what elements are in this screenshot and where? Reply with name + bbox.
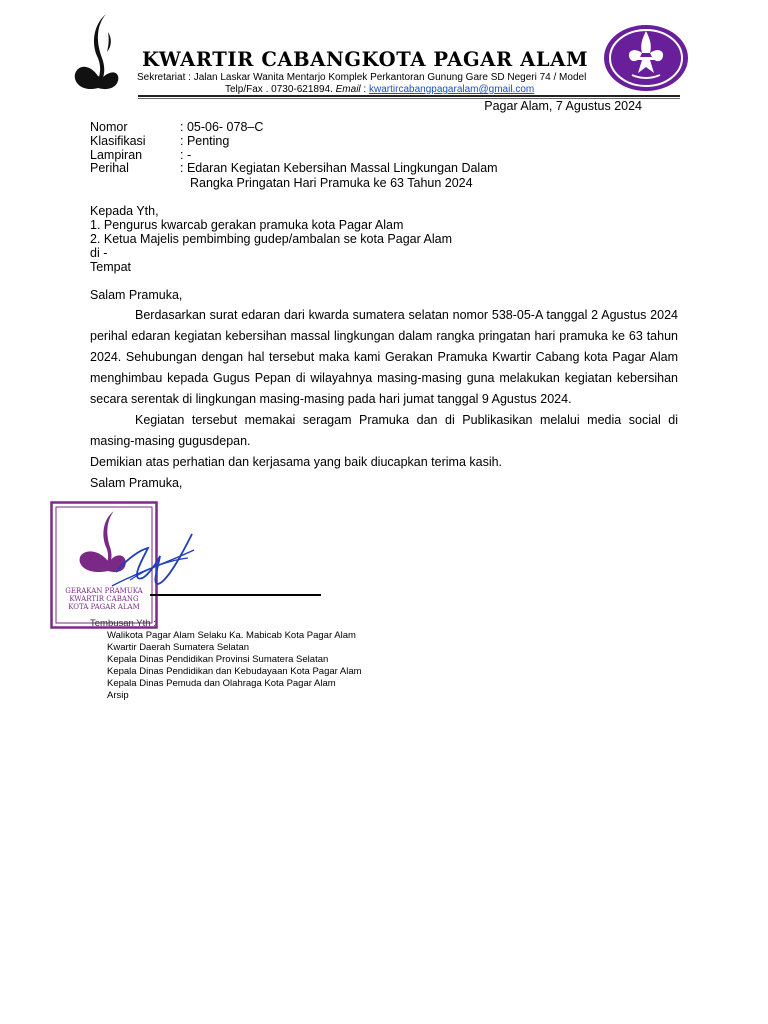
nomor-value: : 05-06- 078–C: [180, 120, 264, 134]
paragraph-1: Berdasarkan surat edaran dari kwarda sumatera selatan nomor 538-05-A tanggal 2 Agustus 2024 perihal edaran kegiatan kebersihan massal lingkungan dalam rangka pringatan hari pramuka ke 63 tahun 2024. Sehubungan dengan hal tersebut maka kami Gerakan Pramuka Kwartir Cabang kota Pagar Alam menghimbau kepada Gugus Pepan di wilayahnya masing-masing guna melakukan kegiatan kebersihan secara serentak di lingkungan masing-masing pada hari jumat tanggal 9 Agustus 2024.: [90, 308, 678, 406]
stamp-line-2: KWARTIR CABANG: [69, 595, 139, 603]
klasifikasi-value: : Penting: [180, 134, 230, 148]
recipient-2: 2. Ketua Majelis pembimbing gudep/ambalan se kota Pagar Alam: [90, 232, 453, 246]
address-line: Sekretariat : Jalan Laskar Wanita Mentarjo Komplek Perkantoran Gunung Gare SD Negeri 74 / Model: [137, 72, 587, 83]
signature-line: [150, 594, 321, 596]
cc-title: Tembusan Yth :: [90, 618, 156, 629]
recipient-1: 1. Pengurus kwarcab gerakan pramuka kota Pagar Alam: [90, 218, 404, 232]
perihal-label: Perihal: [90, 161, 129, 175]
stamp-line-3: KOTA PAGAR ALAM: [68, 603, 140, 611]
cc-item: Walikota Pagar Alam Selaku Ka. Mabicab Kota Pagar Alam: [107, 630, 356, 641]
recipient-di: di -: [90, 246, 108, 260]
email-label: Email: [335, 84, 361, 95]
email-link[interactable]: kwartircabangpagaralam@gmail.com: [369, 84, 535, 95]
closing-salam: Salam Pramuka,: [90, 476, 183, 490]
cc-item: Arsip: [107, 690, 129, 701]
cc-item: Kepala Dinas Pendidikan dan Kebudayaan Kota Pagar Alam: [107, 666, 362, 677]
signature: [108, 528, 198, 600]
tunas-kelapa-logo: [72, 12, 122, 94]
letter-body: [90, 305, 678, 494]
org-name: KWARTIR CABANGKOTA PAGAR ALAM: [142, 48, 589, 71]
kepada-yth: Kepada Yth,: [90, 204, 159, 218]
cc-item: Kwartir Daerah Sumatera Selatan: [107, 642, 250, 653]
perihal-value-2: Rangka Pringatan Hari Pramuka ke 63 Tahun 2024: [190, 176, 473, 190]
klasifikasi-label: Klasifikasi: [90, 134, 146, 148]
stamp-line-1: GERAKAN PRAMUKA: [65, 587, 143, 595]
closing-thanks: Demikian atas perhatian dan kerjasama yang baik diucapkan terima kasih.: [90, 455, 503, 469]
lampiran-label: Lampiran: [90, 148, 143, 162]
email-sep: :: [360, 84, 369, 95]
cc-list: [107, 630, 362, 702]
paragraph-2: Kegiatan tersebut memakai seragam Pramuka dan di Publikasikan melalui media social di masing-masing gugusdepan.: [90, 413, 678, 448]
header-rule: [138, 95, 680, 97]
recipient-tempat: Tempat: [90, 260, 131, 274]
contact-line: [225, 84, 534, 95]
greeting: Salam Pramuka,: [90, 288, 183, 302]
cc-item: Kepala Dinas Pendidikan Provinsi Sumatera Selatan: [107, 654, 329, 665]
contact-prefix: Telp/Fax . 0730-621894.: [225, 84, 336, 95]
wosm-emblem: [602, 23, 690, 93]
letter-date: Pagar Alam, 7 Agustus 2024: [484, 99, 642, 113]
nomor-label: Nomor: [90, 120, 128, 134]
cc-item: Kepala Dinas Pemuda dan Olahraga Kota Pagar Alam: [107, 678, 336, 689]
lampiran-value: : -: [180, 148, 192, 162]
perihal-value: : Edaran Kegiatan Kebersihan Massal Lingkungan Dalam: [180, 161, 498, 175]
